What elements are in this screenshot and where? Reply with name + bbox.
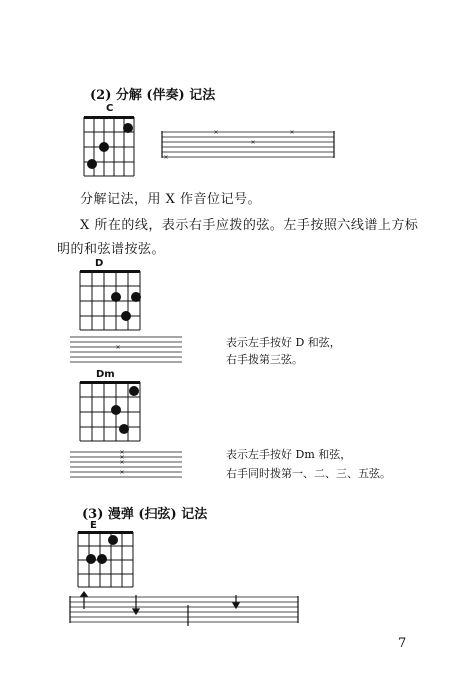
finger-dot [119,424,129,434]
finger-dot [108,535,118,545]
d-note-line-2: 右手拨第三弦。 [226,353,303,366]
finger-dot [111,405,121,415]
chord-diagram-c [80,116,150,178]
chord-name-d: D [95,258,104,269]
chord-name-c: C [106,103,114,114]
paragraph-line-1: 分解记法，用 X 作音位记号。 [80,192,262,207]
paragraph-line-3: 明的和弦谱按弦。 [57,242,166,257]
pluck-mark: × [119,459,125,466]
finger-dot [111,292,121,302]
finger-dot [87,159,97,169]
pluck-mark: × [213,129,219,136]
chord-diagram-e [74,531,138,589]
page-number: 7 [398,636,407,651]
pluck-mark: × [250,139,256,146]
chord-name-dm: Dm [96,369,115,380]
finger-dot [99,142,109,152]
pluck-mark: × [289,129,295,136]
chord-diagram-dm [76,381,148,443]
section-heading-arpeggio: (2) 分解 (伴奏) 记法 [90,88,216,103]
dm-note-line-2: 右手同时拨第一、二、三、五弦。 [226,467,391,480]
finger-dot [86,554,96,564]
chord-diagram-d [76,270,148,332]
finger-dot [121,311,131,321]
pluck-mark: × [119,454,125,461]
chord-name-e: E [90,520,97,531]
pluck-mark: × [119,449,125,456]
finger-dot [131,292,141,302]
tablature-staff-strum [68,593,302,629]
section-heading-strumming: (3) 漫弹 (扫弦) 记法 [82,507,208,522]
pluck-mark: × [163,154,169,161]
tablature-staff-d [70,336,186,364]
finger-dot [97,554,107,564]
pluck-mark: × [119,469,125,476]
tablature-staff-c [160,131,338,161]
dm-note-line-1: 表示左手按好 Dm 和弦， [226,448,352,461]
paragraph-line-2: X 所在的线，表示右手应拨的弦。左手按照六线谱上方标 [80,218,419,233]
finger-dot [123,123,133,133]
finger-dot [129,386,139,396]
tablature-staff-dm [70,451,186,479]
pluck-mark: × [115,344,121,351]
d-note-line-1: 表示左手按好 D 和弦， [226,336,341,349]
